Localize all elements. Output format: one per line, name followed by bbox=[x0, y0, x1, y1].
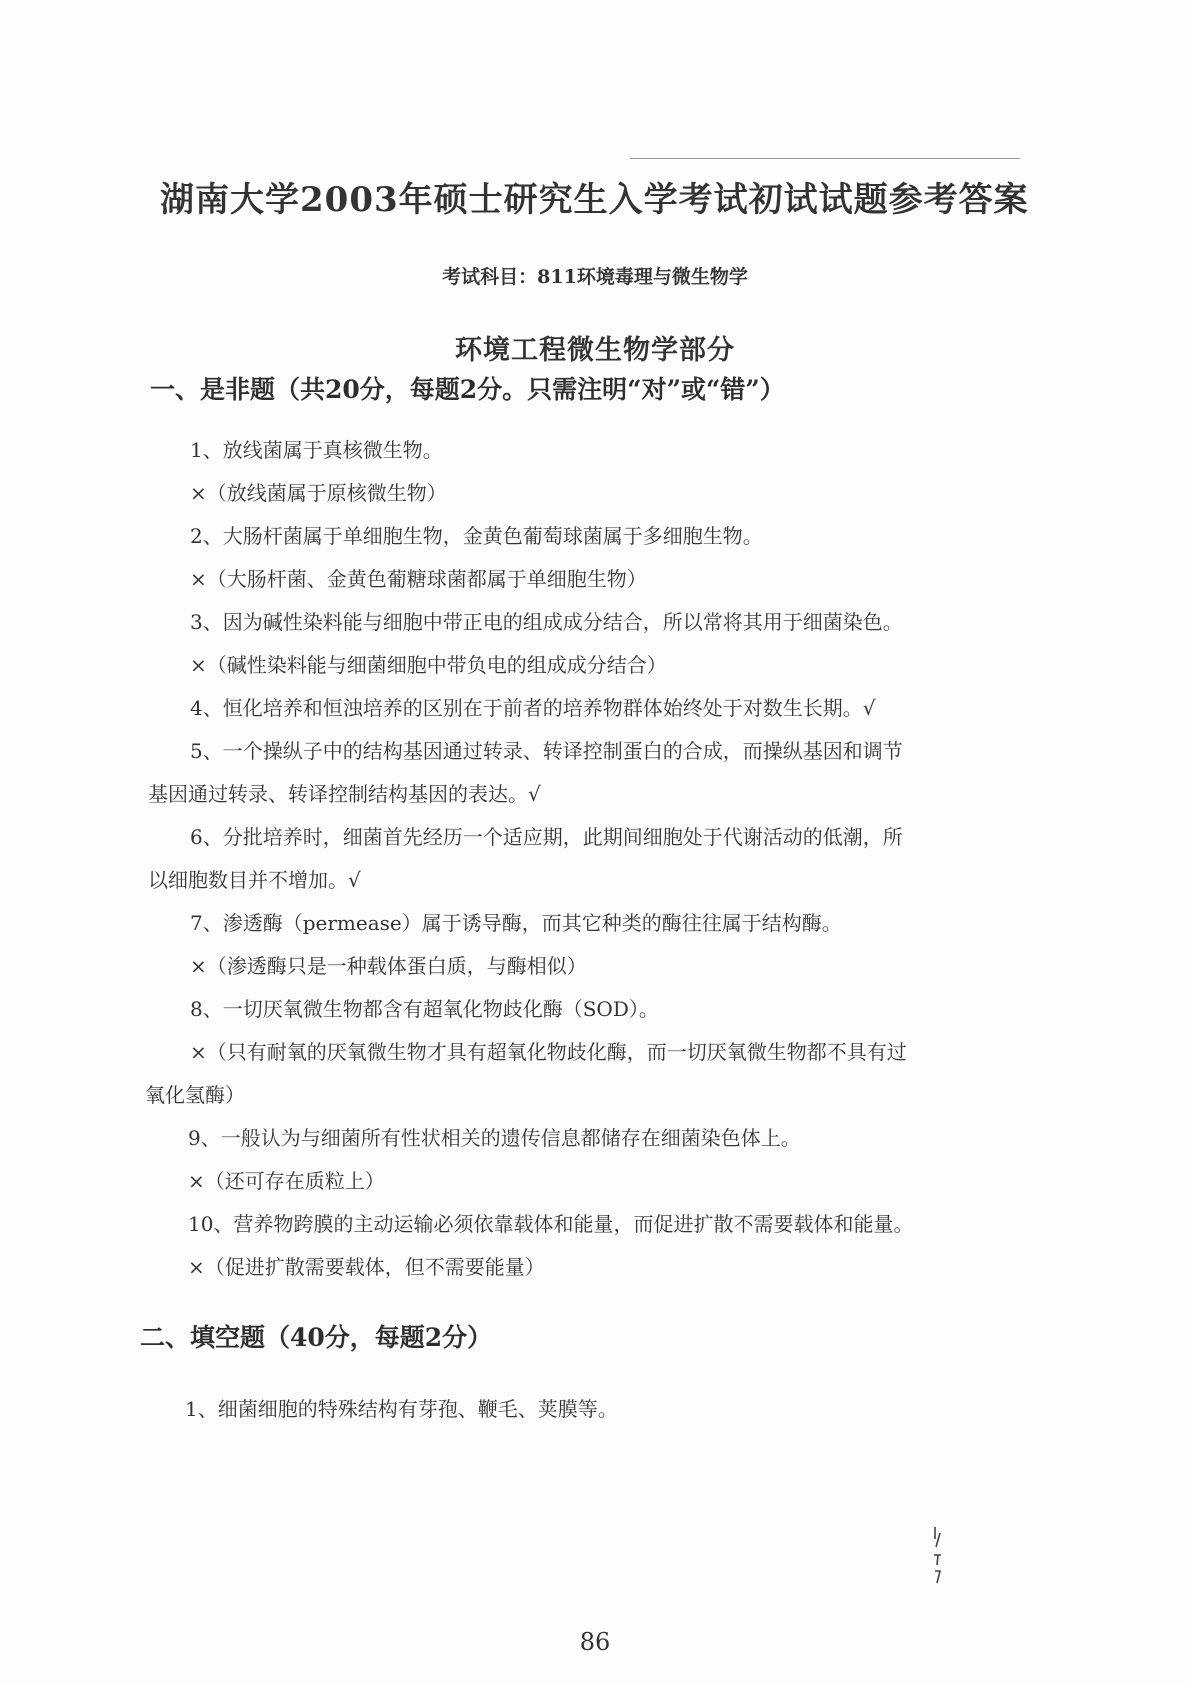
part1-line: 9、一般认为与细菌所有性状相关的遗传信息都储存在细菌染色体上。 bbox=[188, 1126, 801, 1150]
part1-line: ×（大肠杆菌、金黄色葡糖球菌都属于单细胞生物） bbox=[190, 567, 647, 591]
part1-line: 10、营养物跨膜的主动运输必须依靠载体和能量，而促进扩散不需要载体和能量。 bbox=[188, 1212, 914, 1236]
part1-line: 以细胞数目并不增加。√ bbox=[148, 868, 361, 892]
part2-heading: 二、填空题（40分，每题2分） bbox=[140, 1323, 493, 1352]
part1-line: 基因通过转录、转译控制结构基因的表达。√ bbox=[148, 782, 541, 806]
part1-line: ×（只有耐氧的厌氧微生物才具有超氧化物歧化酶，而一切厌氧微生物都不具有过 bbox=[190, 1040, 907, 1064]
part1-line: 6、分批培养时，细菌首先经历一个适应期，此期间细胞处于代谢活动的低潮，所 bbox=[190, 825, 903, 849]
part1-line: 3、因为碱性染料能与细胞中带正电的组成成分结合，所以常将其用于细菌染色。 bbox=[190, 610, 903, 634]
part2-line: 1、细菌细胞的特殊结构有芽孢、鞭毛、荚膜等。 bbox=[185, 1397, 618, 1421]
part1-line: 2、大肠杆菌属于单细胞生物，金黄色葡萄球菌属于多细胞生物。 bbox=[190, 524, 763, 548]
page-number: 86 bbox=[579, 1628, 611, 1656]
exam-subject: 考试科目：811环境毒理与微生物学 bbox=[442, 266, 748, 288]
part1-line: ×（渗透酶只是一种载体蛋白质，与酶相似） bbox=[190, 954, 587, 978]
part1-line: ×（促进扩散需要载体，但不需要能量） bbox=[188, 1255, 545, 1279]
part1-line: 4、恒化培养和恒浊培养的区别在于前者的培养物群体始终处于对数生长期。√ bbox=[190, 696, 876, 720]
page-title: 湖南大学2003年硕士研究生入学考试初试试题参考答案 bbox=[160, 180, 1029, 220]
part1-heading: 一、是非题（共20分，每题2分。只需注明“对”或“错”） bbox=[150, 375, 785, 404]
part1-line: ×（碱性染料能与细菌细胞中带负电的组成成分结合） bbox=[190, 653, 667, 677]
part1-line: ×（还可存在质粒上） bbox=[188, 1169, 385, 1193]
part1-line: 8、一切厌氧微生物都含有超氧化物歧化酶（SOD）。 bbox=[190, 997, 659, 1021]
part1-line: 5、一个操纵子中的结构基因通过转录、转译控制蛋白的合成，而操纵基因和调节 bbox=[190, 739, 903, 763]
part1-line: ×（放线菌属于原核微生物） bbox=[190, 481, 447, 505]
margin-mark bbox=[932, 1525, 944, 1585]
part1-line: 1、放线菌属于真核微生物。 bbox=[190, 438, 443, 462]
header-rule bbox=[630, 158, 1020, 159]
section-title: 环境工程微生物学部分 bbox=[455, 335, 735, 366]
part1-line: 7、渗透酶（permease）属于诱导酶，而其它种类的酶往往属于结构酶。 bbox=[190, 911, 842, 935]
part1-line: 氧化氢酶） bbox=[145, 1083, 245, 1107]
